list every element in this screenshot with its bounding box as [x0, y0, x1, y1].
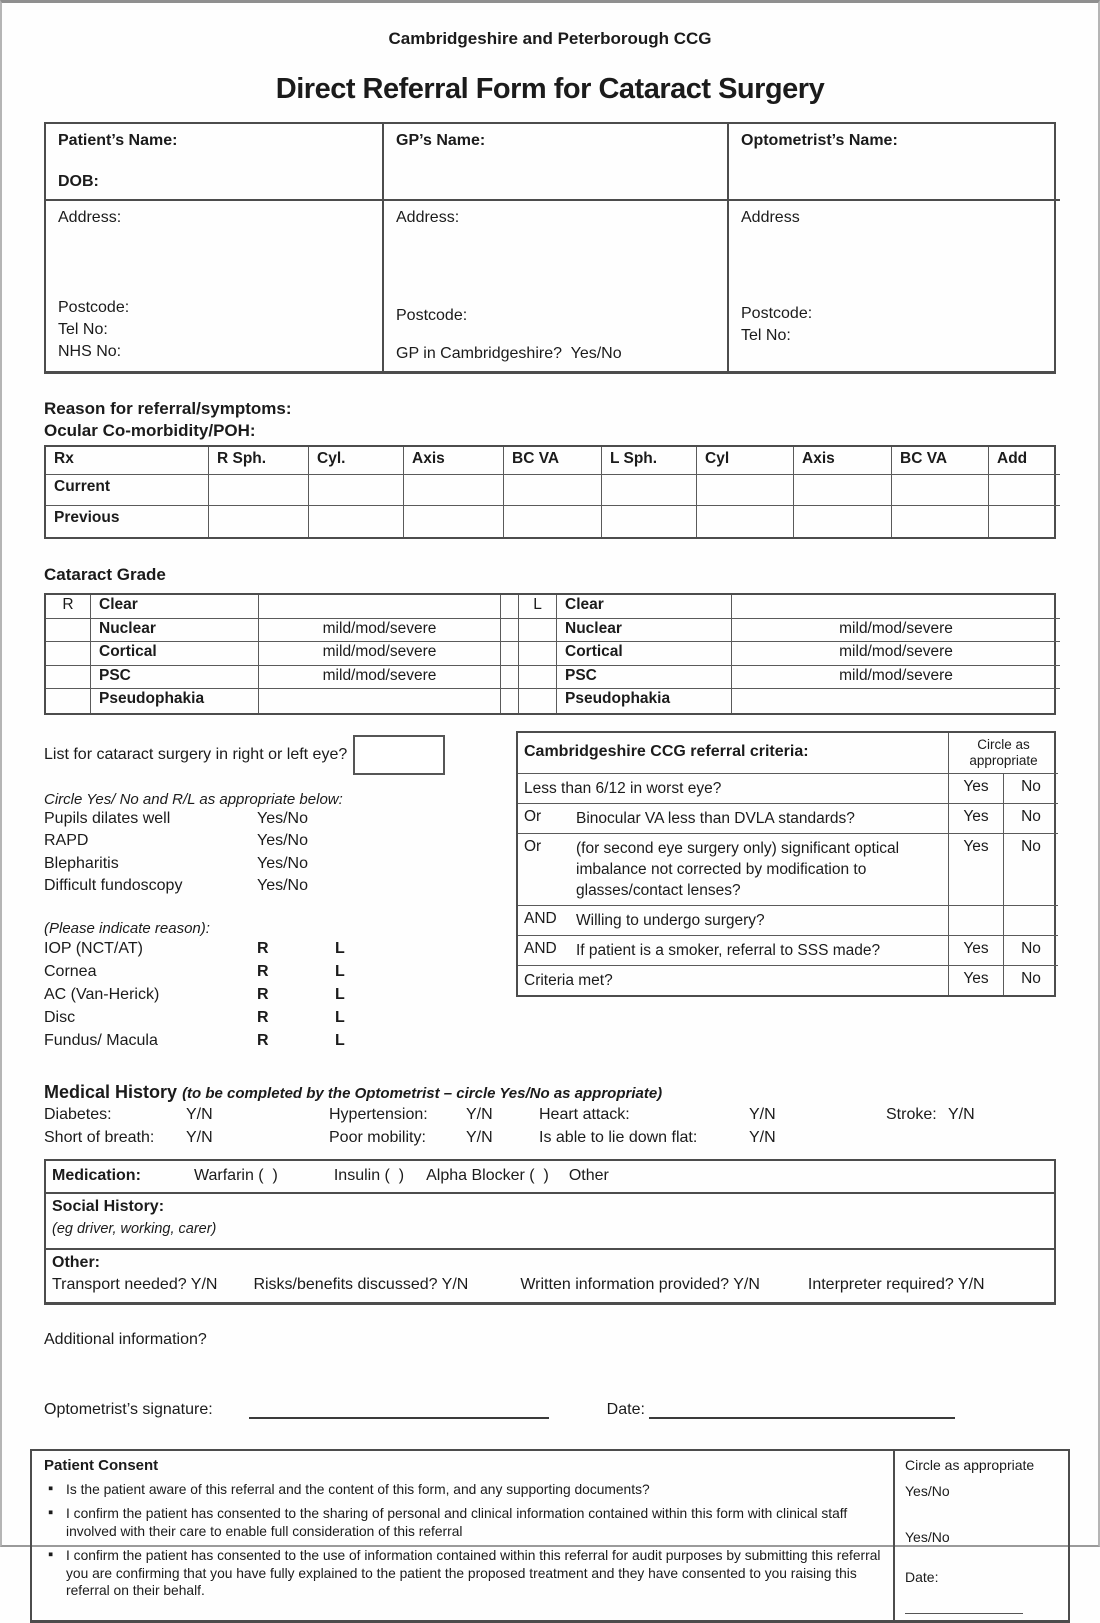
optom-name-cell[interactable]: [729, 124, 1060, 201]
patient-address-label: Address:: [58, 209, 122, 226]
rx-header: Add: [989, 447, 1060, 475]
patient-address-cell[interactable]: [46, 201, 384, 371]
optom-postcode-label: Postcode:: [741, 305, 813, 322]
grade-label: PSC: [91, 666, 259, 690]
patient-name-cell[interactable]: [46, 124, 384, 201]
org-title: Cambridgeshire and Peterborough CCG: [388, 29, 712, 48]
rl-item-label: Fundus/ Macula: [44, 1031, 158, 1049]
mh-label: Heart attack:: [539, 1105, 630, 1123]
grade-marker-cell[interactable]: [46, 666, 91, 690]
rx-row-label: Previous: [46, 506, 209, 537]
mh-label: Stroke:: [886, 1105, 937, 1123]
cataract-grade-title: Cataract Grade: [44, 565, 166, 584]
rx-cell[interactable]: [404, 506, 504, 537]
grade-marker-cell[interactable]: [46, 619, 91, 643]
criteria-no[interactable]: No: [1003, 774, 1058, 804]
rl-item-right[interactable]: R: [257, 1031, 269, 1049]
exam-item: [44, 830, 516, 853]
risks-benefits-discussed[interactable]: Risks/benefits discussed? Y/N: [253, 1275, 469, 1293]
grade-severity[interactable]: mild/mod/severe: [732, 666, 1060, 690]
grade-spacer: [501, 642, 519, 666]
mid-section: [44, 731, 1056, 1052]
grade-spacer: [501, 689, 519, 713]
exam-item-yesno[interactable]: Yes/No: [257, 809, 308, 827]
rx-cell[interactable]: [989, 506, 1060, 537]
patient-consent-title: Patient Consent: [44, 1456, 159, 1474]
grade-label: Pseudophakia: [557, 689, 732, 713]
exam-item-yesno[interactable]: Yes/No: [257, 877, 308, 895]
criteria-yes[interactable]: Yes: [948, 966, 1003, 995]
grade-marker-cell[interactable]: [46, 689, 91, 713]
criteria-question: Willing to undergo surgery?: [576, 911, 765, 929]
consent-yesno-1[interactable]: Yes/No: [905, 1482, 950, 1499]
medication-other[interactable]: Other: [568, 1167, 609, 1185]
grade-value-cell[interactable]: [732, 595, 1060, 619]
written-info-provided[interactable]: Written information provided? Y/N: [520, 1275, 760, 1293]
criteria-prefix: Or: [524, 807, 542, 825]
rx-cell[interactable]: [209, 506, 309, 537]
grade-value-cell[interactable]: [259, 689, 501, 713]
consent-bullet: ▪ I confirm the patient has consented to the use of information contained within this referral for audit purposes by submitting this referral you are confirming that you have fully explained to the patient the proposed treatment and they have consented to you raising this referral on their behalf.: [44, 1547, 883, 1600]
grade-spacer: [501, 595, 519, 619]
grade-label: Cortical: [557, 642, 732, 666]
patient-nhs-label: NHS No:: [58, 343, 122, 360]
optom-address-cell[interactable]: [729, 201, 1060, 371]
referral-form-page: [2, 3, 1098, 1623]
exam-item: [44, 875, 516, 898]
criteria-question: Criteria met?: [524, 971, 613, 989]
rl-item-label: AC (Van-Herick): [44, 985, 160, 1003]
interpreter-required[interactable]: Interpreter required? Y/N: [807, 1275, 985, 1293]
criteria-table: [516, 731, 1056, 997]
mh-yn[interactable]: Y/N: [466, 1105, 493, 1123]
mh-label: Poor mobility:: [329, 1128, 426, 1146]
rl-item-right[interactable]: R: [257, 1008, 269, 1026]
exam-item: [44, 808, 516, 831]
grade-label: PSC: [557, 666, 732, 690]
rl-item-left[interactable]: L: [335, 1008, 345, 1026]
criteria-question: If patient is a smoker, referral to SSS made?: [576, 941, 881, 959]
grade-severity[interactable]: mild/mod/severe: [259, 619, 501, 643]
rl-item-left[interactable]: L: [335, 939, 345, 957]
exam-item-label: RAPD: [44, 832, 89, 850]
signature-line[interactable]: [249, 1399, 549, 1419]
optom-address-label: Address: [741, 209, 800, 226]
rx-cell[interactable]: [697, 475, 794, 506]
social-history-note: (eg driver, working, carer): [52, 1220, 217, 1237]
grade-marker-cell[interactable]: [519, 666, 557, 690]
mh-yn[interactable]: Y/N: [186, 1105, 213, 1123]
criteria-yes[interactable]: Yes: [948, 774, 1003, 804]
rx-header: R Sph.: [209, 447, 309, 475]
additional-info-label: Additional information?: [44, 1330, 207, 1348]
mh-yn[interactable]: Y/N: [749, 1105, 776, 1123]
medical-history-title: Medical History: [44, 1081, 178, 1102]
rl-item-label: IOP (NCT/AT): [44, 939, 143, 957]
criteria-prefix: AND: [524, 909, 557, 927]
rx-cell[interactable]: [892, 506, 989, 537]
exam-item-yesno[interactable]: Yes/No: [257, 854, 308, 872]
mh-label: Hypertension:: [329, 1105, 428, 1123]
mh-yn[interactable]: Y/N: [466, 1128, 493, 1146]
transport-needed[interactable]: Transport needed? Y/N: [52, 1275, 218, 1293]
grade-value-cell[interactable]: [259, 595, 501, 619]
medication-insulin[interactable]: Insulin ( ): [333, 1167, 405, 1185]
exam-item-label: Difficult fundoscopy: [44, 877, 183, 895]
rx-header: BC VA: [892, 447, 989, 475]
rx-header: Cyl: [697, 447, 794, 475]
rl-item-label: Disc: [44, 1008, 76, 1026]
criteria-no[interactable]: No: [1003, 936, 1058, 966]
rl-item: [44, 1029, 516, 1052]
rx-cell[interactable]: [602, 475, 697, 506]
gp-address-cell[interactable]: [384, 201, 729, 371]
gp-name-cell[interactable]: [384, 124, 729, 201]
rx-cell[interactable]: [504, 475, 602, 506]
rx-cell[interactable]: [794, 506, 892, 537]
patient-consent-box: [30, 1449, 1070, 1623]
grade-marker-cell[interactable]: [519, 619, 557, 643]
grade-spacer: [501, 666, 519, 690]
social-history-label: Social History:: [52, 1197, 165, 1215]
criteria-yes[interactable]: Yes: [948, 804, 1003, 834]
criteria-no[interactable]: No: [1003, 804, 1058, 834]
exam-column: [44, 731, 516, 1052]
grade-marker-cell[interactable]: [46, 642, 91, 666]
criteria-yes[interactable]: Yes: [948, 936, 1003, 966]
rl-item-right[interactable]: R: [257, 985, 269, 1003]
consent-bullet: ▪ I confirm the patient has consented to the sharing of personal and clinical information contained within this form with clinical staff involved with their care to enable full consideration of this referral: [44, 1505, 883, 1540]
date-label: Date:: [606, 1400, 645, 1418]
criteria-prefix: AND: [524, 939, 557, 957]
mh-yn[interactable]: Y/N: [948, 1105, 975, 1123]
rx-cell[interactable]: [209, 475, 309, 506]
grade-left-marker[interactable]: L: [519, 595, 557, 619]
rx-cell[interactable]: [892, 475, 989, 506]
rx-header: L Sph.: [602, 447, 697, 475]
criteria-prefix: Or: [524, 837, 542, 855]
signature-row: [44, 1399, 1056, 1419]
consent-date-line[interactable]: [905, 1599, 1023, 1614]
consent-circle-column: [893, 1451, 1068, 1620]
rx-cell[interactable]: [309, 475, 404, 506]
medication-box: [44, 1159, 1056, 1305]
circle-instruction: Circle Yes/ No and R/L as appropriate below:: [44, 790, 343, 808]
rl-item-left[interactable]: L: [335, 962, 345, 980]
rl-item-right[interactable]: R: [257, 939, 269, 957]
criteria-no[interactable]: No: [1003, 966, 1058, 995]
surgery-eye-box[interactable]: [353, 735, 445, 775]
criteria-yes[interactable]: Yes: [948, 834, 1003, 906]
consent-bullet-list: [44, 1481, 883, 1600]
consent-yesno-2[interactable]: Yes/No: [905, 1528, 950, 1545]
grade-label: Clear: [557, 595, 732, 619]
exam-item-yesno[interactable]: Yes/No: [257, 832, 308, 850]
other-label: Other:: [52, 1253, 100, 1271]
grade-label: Pseudophakia: [91, 689, 259, 713]
patient-postcode-label: Postcode:: [58, 299, 130, 316]
exam-item-label: Pupils dilates well: [44, 809, 171, 827]
form-title: Direct Referral Form for Cataract Surgery: [275, 73, 825, 105]
gp-postcode-label: Postcode:: [396, 307, 468, 324]
rl-item: [44, 937, 516, 960]
consent-bullet: ▪ Is the patient aware of this referral and the content of this form, and any supporting documents?: [44, 1481, 883, 1499]
optom-tel-label: Tel No:: [741, 327, 791, 344]
date-line[interactable]: [649, 1399, 955, 1419]
mh-yn[interactable]: Y/N: [186, 1128, 213, 1146]
grade-label: Cortical: [91, 642, 259, 666]
criteria-no[interactable]: No: [1003, 834, 1058, 906]
rx-header: BC VA: [504, 447, 602, 475]
criteria-question: Less than 6/12 in worst eye?: [524, 779, 722, 797]
medical-history-section: [44, 1082, 1056, 1149]
patient-name-label: Patient’s Name:: [58, 132, 178, 149]
reason-section: [44, 398, 1056, 442]
rx-header: Axis: [794, 447, 892, 475]
grade-severity[interactable]: mild/mod/severe: [732, 642, 1060, 666]
grade-severity[interactable]: mild/mod/severe: [732, 619, 1060, 643]
indicate-reason-note: (Please indicate reason):: [44, 919, 210, 937]
rx-row-label: Current: [46, 475, 209, 506]
rl-item-left[interactable]: L: [335, 1031, 345, 1049]
patient-tel-label: Tel No:: [58, 321, 108, 338]
patient-dob-label: DOB:: [58, 173, 99, 190]
rx-cell[interactable]: [309, 506, 404, 537]
rx-table: [44, 445, 1056, 539]
consent-date-label: Date:: [905, 1568, 939, 1585]
criteria-question: (for second eye surgery only) significant optical imbalance not corrected by modification to glasses/contact lenses?: [576, 839, 900, 899]
rl-item-left[interactable]: L: [335, 985, 345, 1003]
medical-history-subtitle: (to be completed by the Optometrist – circle Yes/No as appropriate): [182, 1084, 663, 1102]
consent-circle-header: Circle as appropriate: [905, 1456, 1035, 1473]
mh-label: Short of breath:: [44, 1128, 155, 1146]
rx-header: Cyl.: [309, 447, 404, 475]
exam-item: [44, 853, 516, 876]
grade-marker-cell[interactable]: [519, 689, 557, 713]
reason-for-referral-label: Reason for referral/symptoms:: [44, 399, 292, 418]
rl-item: [44, 1006, 516, 1029]
gp-address-label: Address:: [396, 209, 460, 226]
rx-cell[interactable]: [504, 506, 602, 537]
mh-label: Diabetes:: [44, 1105, 112, 1123]
mh-label: Is able to lie down flat:: [539, 1128, 698, 1146]
rx-cell[interactable]: [602, 506, 697, 537]
rx-header: Axis: [404, 447, 504, 475]
rx-cell[interactable]: [697, 506, 794, 537]
rx-cell[interactable]: [794, 475, 892, 506]
criteria-question: Binocular VA less than DVLA standards?: [576, 809, 855, 827]
grade-severity[interactable]: mild/mod/severe: [259, 642, 501, 666]
grade-spacer: [501, 619, 519, 643]
rx-cell[interactable]: [989, 475, 1060, 506]
rl-item-label: Cornea: [44, 962, 97, 980]
gp-in-cambridgeshire-label[interactable]: GP in Cambridgeshire? Yes/No: [396, 345, 622, 362]
rl-item: [44, 983, 516, 1006]
rl-item-right[interactable]: R: [257, 962, 269, 980]
criteria-yes[interactable]: [948, 906, 1003, 936]
exam-item-label: Blepharitis: [44, 854, 119, 872]
optom-name-label: Optometrist’s Name:: [741, 132, 898, 149]
medication-warfarin[interactable]: Warfarin ( ): [194, 1167, 278, 1185]
medication-label: Medication:: [52, 1167, 141, 1185]
gp-name-label: GP’s Name:: [396, 132, 486, 149]
grade-marker-cell[interactable]: [519, 642, 557, 666]
surgery-eye-question: List for cataract surgery in right or left eye?: [44, 745, 348, 763]
grade-label: Clear: [91, 595, 259, 619]
criteria-title: Cambridgeshire CCG referral criteria:: [518, 733, 948, 774]
grade-label: Nuclear: [91, 619, 259, 643]
ocular-comorbidity-label: Ocular Co-morbidity/POH:: [44, 421, 256, 440]
cataract-grade-table: [44, 593, 1056, 715]
rx-header: Rx: [46, 447, 209, 475]
mh-yn[interactable]: Y/N: [749, 1128, 776, 1146]
contact-table: [44, 122, 1056, 374]
grade-right-marker[interactable]: R: [46, 595, 91, 619]
signature-label: Optometrist’s signature:: [44, 1400, 213, 1418]
criteria-no[interactable]: [1003, 906, 1058, 936]
rl-item: [44, 960, 516, 983]
medication-alpha-blocker[interactable]: Alpha Blocker ( ): [426, 1167, 549, 1185]
grade-value-cell[interactable]: [732, 689, 1060, 713]
criteria-column: [516, 731, 1056, 1052]
grade-label: Nuclear: [557, 619, 732, 643]
criteria-circle-header: Circle as appropriate: [948, 733, 1058, 774]
rx-cell[interactable]: [404, 475, 504, 506]
grade-severity[interactable]: mild/mod/severe: [259, 666, 501, 690]
